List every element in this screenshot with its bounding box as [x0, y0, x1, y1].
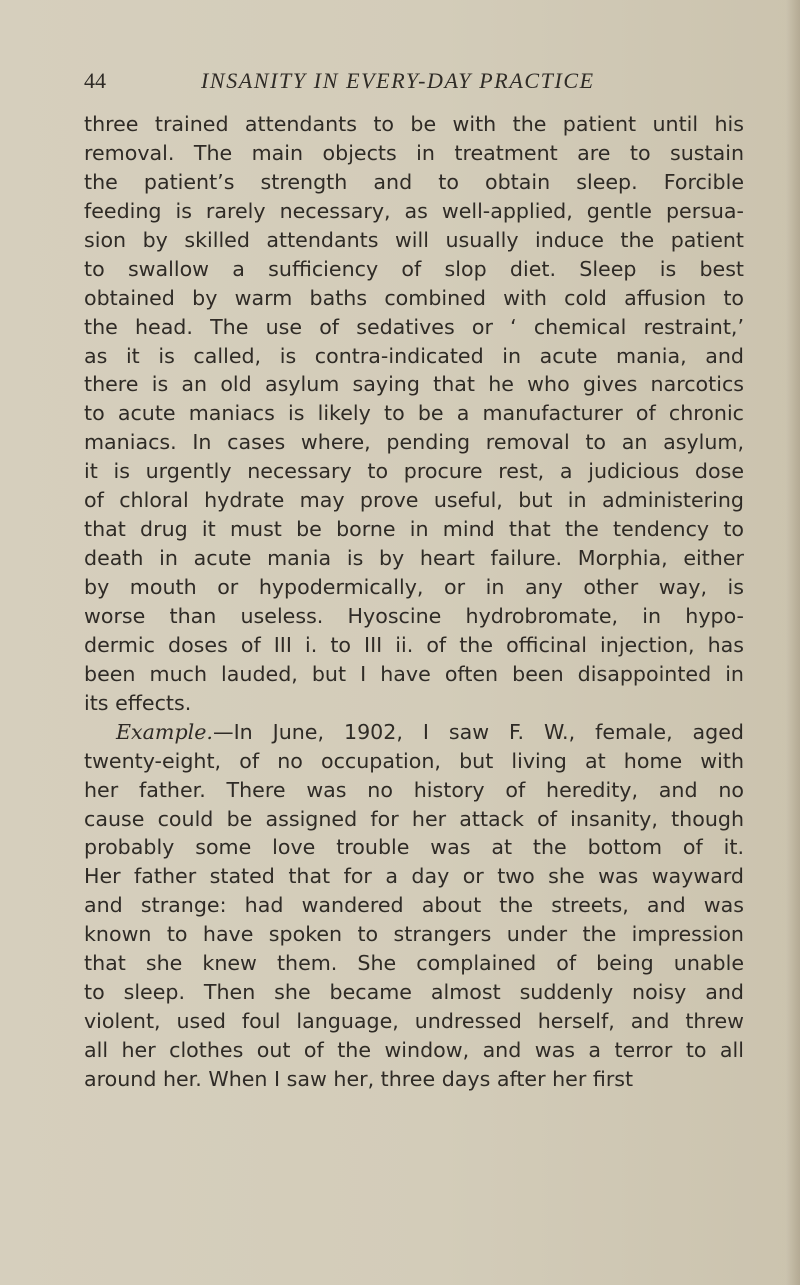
text-line: that drug it must be borne in mind that the tendency to	[84, 517, 744, 542]
text-line: her father. There was no history of heredity, and no	[84, 777, 744, 802]
text-line: its effects.	[84, 690, 192, 715]
text-line: as it is called, is contra-indicated in acute mania, and	[84, 343, 744, 368]
running-head: INSANITY IN EVERY-DAY PRACTICE	[201, 68, 595, 93]
text-line: dermic doses of ΙΙΙ i. to ΙΙΙ ii. of the officinal injection, has	[84, 632, 744, 657]
text-line: and strange: had wandered about the streets, and was	[84, 893, 744, 918]
example-first-line	[84, 718, 744, 747]
text-line: three trained attendants to be with the patient until his	[84, 112, 744, 136]
text-line: cause could be assigned for her attack of insanity, though	[84, 806, 744, 831]
text-line: around her. When I saw her, three days after her first	[84, 1066, 634, 1091]
text-line: by mouth or hypodermically, or in any other way, is	[84, 575, 744, 599]
paragraph-treatment	[84, 110, 744, 718]
example-first-line-text: —In June, 1902, I saw F. W., female, aged	[212, 719, 744, 744]
paragraph-example	[84, 718, 744, 1094]
text-line: obtained by warm baths combined with cold affusion to	[84, 285, 744, 310]
page-number: 44	[84, 68, 106, 93]
text-line: known to have spoken to strangers under the impression	[84, 922, 744, 947]
text-line: removal. The main objects in treatment are to sustain	[84, 140, 744, 165]
text-line: the head. The use of sedatives or ‘ chemical restraint,’	[84, 314, 744, 339]
text-line: to swallow a sufficiency of slop diet. Sleep is best	[84, 256, 744, 281]
text-line: to acute maniacs is likely to be a manufacturer of chronic	[84, 401, 744, 426]
text-line: violent, used foul language, undressed herself, and threw	[84, 1009, 744, 1034]
text-line: sion by skilled attendants will usually induce the patient	[84, 227, 744, 252]
text-line: there is an old asylum saying that he who gives narcotics	[84, 372, 744, 397]
text-line: all her clothes out of the window, and was a terror to all	[84, 1038, 744, 1062]
text-line: death in acute mania is by heart failure. Morphia, either	[84, 546, 744, 571]
text-line: worse than useless. Hyoscine hydrobromate, in hypo-	[84, 603, 744, 628]
text-line: Her father stated that for a day or two she was wayward	[84, 864, 744, 889]
example-label: Example.	[116, 719, 213, 744]
text-line: it is urgently necessary to procure rest, a judicious dose	[84, 459, 744, 484]
text-line: maniacs. In cases where, pending removal to an asylum,	[84, 430, 744, 455]
body-text	[84, 110, 744, 1094]
text-line: twenty-eight, of no occupation, but living at home with	[84, 748, 744, 773]
text-line: feeding is rarely necessary, as well-applied, gentle persua-	[84, 198, 744, 223]
text-line: of chloral hydrate may prove useful, but in administering	[84, 488, 744, 513]
page-edge-shadow	[786, 0, 800, 1285]
page-header	[84, 66, 744, 96]
text-line: that she knew them. She complained of being unable	[84, 951, 744, 976]
text-line: to sleep. Then she became almost suddenly noisy and	[84, 980, 744, 1005]
text-line: been much lauded, but I have often been disappointed in	[84, 661, 744, 686]
text-line: probably some love trouble was at the bottom of it.	[84, 835, 744, 860]
text-line: the patient’s strength and to obtain sleep. Forcible	[84, 169, 744, 194]
